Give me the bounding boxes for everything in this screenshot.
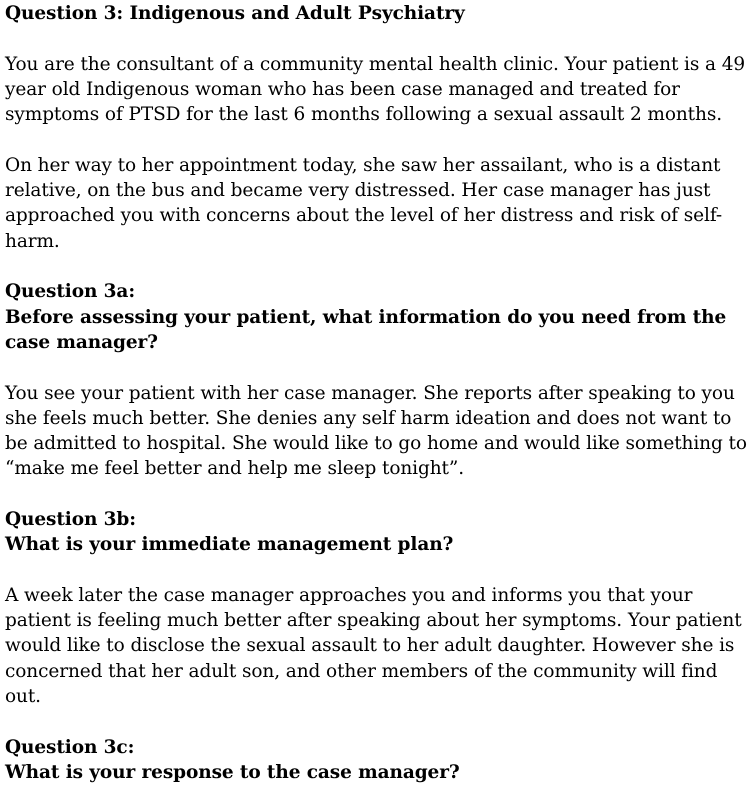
document-page [5,0,751,785]
question-3a-label: Question 3a: [5,281,136,303]
case-paragraph-4: A week later the case manager approaches you and informs you that your patient is feeling much better after speaking about her symptoms. Your patient would like to disclose the sexual assault to her adult daughter. However she is concerned that her adult son, and other members of the community will find out. [5,585,742,707]
question-3a-text: Before assessing your patient, what information do you need from the case manager? [5,306,727,353]
case-paragraph-3: You see your patient with her case manager. She reports after speaking to you she feels much better. She denies any self harm ideation and does not want to be admitted to hospital. She would like to go home and would like something to “make me feel better and help me sleep tonight”. [5,382,747,480]
intro-paragraph-1: You are the consultant of a community mental health clinic. Your patient is a 49 year old Indigenous woman who has been case managed and treated for symptoms of PTSD for the last 6 months following a sexual assault 2 months. [5,53,746,126]
question-3b-text: What is your immediate management plan? [5,534,454,556]
intro-paragraph-2: On her way to her appointment today, she saw her assailant, who is a distant relative, on the bus and became very distressed. Her case manager has just approached you with concerns about the level of her distress and risk of self-harm. [5,155,723,252]
question-3c-text: What is your response to the case manager? [5,761,460,783]
question-3c-label: Question 3c: [5,736,135,758]
document-title: Question 3: Indigenous and Adult Psychiatry [5,3,465,24]
question-3b-label: Question 3b: [5,509,136,531]
